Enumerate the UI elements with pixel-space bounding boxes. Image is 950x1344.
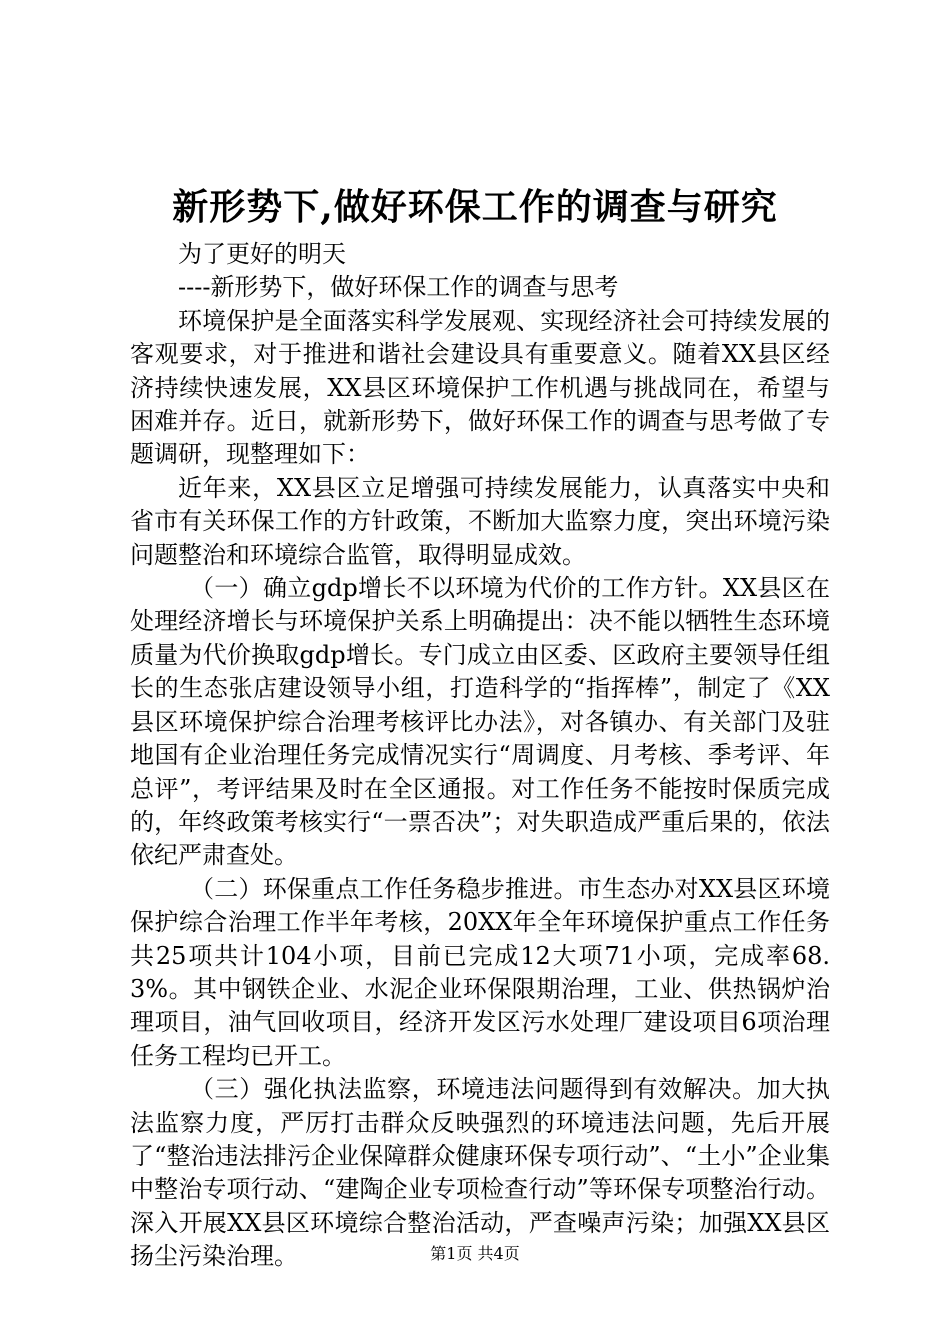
section-paragraph: （二）环保重点工作任务稳步推进。市生态办对XX县区环境保护综合治理工作半年考核，20XX年全年环境保护重点工作任务共25项共计104小项，目前已完成12大项71小项，完成率68.3%。其中钢铁企业、水泥企业环保限期治理，工业、供热锅炉治理项目，油气回收项目，经济开发区污水处理厂建设项目6项治理任务工程均已开工。 [130,874,830,1070]
subtitle-line: 为了更好的明天 [178,240,346,268]
body-paragraph: 环境保护是全面落实科学发展观、实现经济社会可持续发展的客观要求，对于推进和谐社会建设具有重要意义。随着XX县区经济持续快速发展，XX县区环境保护工作机遇与挑战同在，希望与困难并存。近日，就新形势下，做好环保工作的调查与思考做了专题调研，现整理如下： [130,306,830,469]
section-paragraph: （一）确立gdp增长不以环境为代价的工作方针。XX县区在处理经济增长与环境保护关系上明确提出：决不能以牺牲生态环境质量为代价换取gdp增长。专门成立由区委、区政府主要领导任组长的生态张店建设领导小组，打造科学的“指挥棒”，制定了《XX县区环境保护综合治理考核评比办法》，对各镇办、有关部门及驻地国有企业治理任务完成情况实行“周调度、月考核、季考评、年总评”，考评结果及时在全区通报。对工作任务不能按时保质完成的，年终政策考核实行“一票否决”；对失职造成严重后果的，依法依纪严肃查处。 [130,574,830,870]
section-paragraph: （三）强化执法监察，环境违法问题得到有效解决。加大执法监察力度，严厉打击群众反映强烈的环境违法问题，先后开展了“整治违法排污企业保障群众健康环保专项行动”、“土小”企业集中整治专项行动、“建陶企业专项检查行动”等环保专项整治行动。深入开展XX县区环境综合整治活动，严查噪声污染；加强XX县区扬尘污染治理。 [130,1075,830,1271]
subtitle-line: ----新形势下，做好环保工作的调查与思考 [178,273,619,302]
document-body [130,238,830,1274]
document-title: 新形势下,做好环保工作的调查与研究 [172,186,778,228]
body-paragraph: 近年来，XX县区立足增强可持续发展能力，认真落实中央和省市有关环保工作的方针政策，不断加大监察力度，突出环境污染问题整治和环境综合监管，取得明显成效。 [130,473,830,569]
page-footer: 第1页 共4页 [430,1244,520,1263]
